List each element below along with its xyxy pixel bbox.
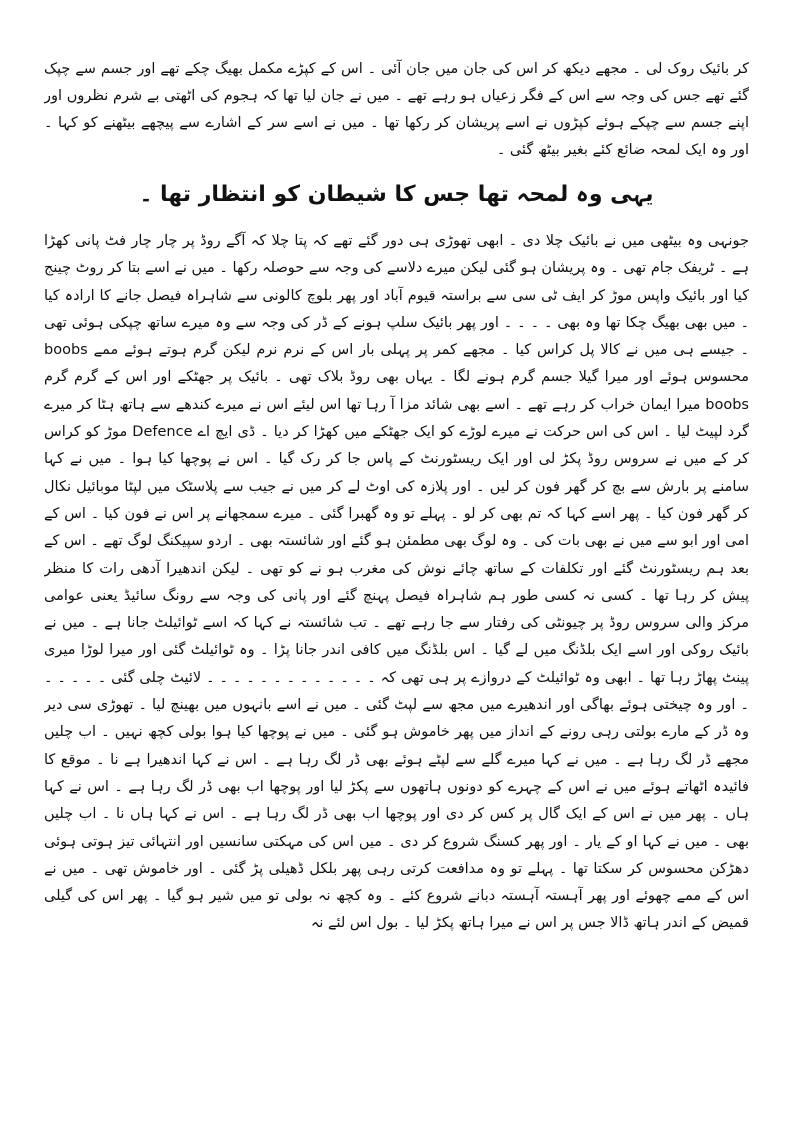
- section-heading: یہی وہ لمحہ تھا جس کا شیطان کو انتظار تھا ۔: [139, 182, 654, 207]
- paragraph-2: جونہی وہ بیٹھی میں نے بائیک چلا دی ۔ ابھی تھوڑی ہی دور گئے تھے کہ پتا چلا کہ آگے روڈ پر چار چار فٹ پانی کھڑا ہے ۔ ٹریفک جام تھی ۔ وہ پریشان ہو گئی لیکن میرے دلاسے کی وجہ سے حوصلہ رکھا ۔ میں نے اسے بتا کر روٹ چینج کیا اور بائیک واپس موڑ کر ایف ٹی سی سے براستہ قیوم آباد اور پھر بلوچ کالونی سے شاہراہ فیصل جانے کا ارادہ کیا ۔ میں بھی بھیگ چکا تھا وہ بھی ۔ ۔ ۔ ۔ اور پھر بائیک سلپ ہونے کے ڈر کی وجہ سے وہ میرے ساتھ چپکی ہوئی تھی ۔ جیسے ہی میں نے کالا پل کراس کیا ۔ مجھے کمر پر پہلی بار اس کے نرم نرم لیکن گرم ہوتے ہوئے ممے boobs محسوس ہوئے اور میرا گیلا جسم گرم ہونے لگا ۔ یہاں بھی روڈ بلاک تھی ۔ بائیک پر جھٹکے اور اس کے گرم گرم boobs میرا ایمان خراب کر رہے تھے ۔ اسے بھی شائد مزا آ رہا تھا اس لیئے اس نے میرے کندھے سے ہاتھ ہٹا کر میرے گرد لپیٹ لیا ۔ اس کی اس حرکت نے میرے لوڑے کو ایک جھٹکے میں کھڑا کر دیا ۔ ڈی ایچ اے Defence موڑ کو کراس کر کے میں نے سروس روڈ پکڑ لی اور ایک ریسٹورنٹ کے پاس جا کر رک گیا ۔ اس نے پوچھا کیا ہوا ۔ میں نے کہا سامنے پر بارش سے بچ کر گھر فون کر لیں ۔ اور پلازہ کی اوٹ لے کر میں نے جیب سے پلاسٹک میں لپٹا موبائیل نکال کر گھر فون کیا ۔ پھر اسے کہا کہ تم بھی کر لو ۔ پہلے تو وہ گھبرا گئی ۔ میرے سمجھانے پر اس نے فون کیا ۔ اس کے امی اور ابو سے میں نے بھی بات کی ۔ وہ لوگ بھی مطمئن ہو گئے اور شائستہ بھی ۔ اردو سپیکنگ لوگ تھے ۔ اس کے بعد ہم ریسٹورنٹ گئے اور تکلفات کے ساتھ چائے نوش کی مغرب ہو نے کو تھی ۔ لیکن اندھیرا آدھی رات کا منظر پیش کر رہا تھا ۔ کسی نہ کسی طور ہم شاہراہ فیصل پہنچ گئے اور پانی کی وجہ سے رونگ سائیڈ یعنی عوامی مرکز والی سروس روڈ پر چیونٹی کی رفتار سے جا رہے تھے ۔ تب شائستہ نے کہا کہ اسے ٹوائیلٹ جانا ہے ۔ میں نے بائیک روکی اور اسے ایک بلڈنگ میں لے گیا ۔ اس بلڈنگ میں کافی اندر جانا پڑا ۔ وہ ٹوائیلٹ گئی اور میرا لوڑا میری پینٹ پھاڑ رہا تھا ۔ ابھی وہ ٹوائیلٹ کے دروازے پر ہی تھی کہ ۔ ۔ ۔ ۔ ۔ ۔ ۔ ۔ ۔ ۔ ۔ ۔ ۔ لائیٹ چلی گئی ۔ ۔ ۔ ۔ ۔ ۔ اور وہ چیختی ہوئے بھاگی اور اندھیرے میں مجھ سے لپٹ گئی ۔ میں نے اسے بانہوں میں بھینچ لیا ۔ تھوڑی سی دیر وہ ڈر کے مارے بولتی رہی رونے کے انداز میں پھر خاموش ہو گئی ۔ میں نے پوچھا کیا ہوا بولی کچھ نہیں ۔ اب چلیں مجھے ڈر لگ رہا ہے ۔ میں نے کہا میرے گلے سے لپٹے ہوئے بھی ڈر لگ رہا ہے ۔ اس نے کہا اندھیرا ہے نا ۔ موقع کا فائیدہ اٹھاتے ہوئے میں نے اس کے چہرے کو دونوں ہاتھوں سے پکڑ لیا اور پوچھا اب بھی ڈر لگ رہا ہے ۔ اس نے کہا ہاں ۔ پھر میں نے اس کے ایک گال پر کس کر دی اور پوچھا اب بھی ڈر لگ رہا ہے ۔ اس نے کہا ہاں نا ۔ اب چلیں بھی ۔ میں نے کہا او کے یار ۔ اور پھر کسنگ شروع کر دی ۔ میں اس کی مہکتی سانسیں اور انتہائی تیز ہوتی ہوئی دھڑکن محسوس کر سکتا تھا ۔ پہلے تو وہ مدافعت کرتی رہی پھر بلکل ڈھیلی پڑ گئی ۔ اور خاموش تھی ۔ میں نے اس کے ممے چھوئے اور پھر آہستہ آہستہ دبانے شروع کئے ۔ وہ کچھ نہ بولی تو میں شیر ہو گیا ۔ پھر اس کی گیلی قمیض کے اندر ہاتھ ڈالا جس پر اس نے میرا ہاتھ پکڑ لیا ۔ بول اس لئے نہ: [44, 233, 749, 932]
- paragraph-1: کر بائیک روک لی ۔ مجھے دیکھ کر اس کی جان میں جان آئی ۔ اس کے کپڑے مکمل بھیگ چکے تھے اور جسم سے چپک گئے تھے جس کی وجہ سے اس کے فگر زعیاں ہو رہے تھے ۔ میں نے جان لیا تھا کہ ہجوم کی اٹھتی بے شرم نظروں اور اپنے جسم سے چپکے ہوئے کپڑوں نے اسے پریشان کر رکھا تھا ۔ میں نے اسے سر کے اشارے سے پیچھے بیٹھنے کو کہا ۔ اور وہ ایک لمحہ ضائع کئے بغیر بیٹھ گئی ۔: [44, 61, 749, 158]
